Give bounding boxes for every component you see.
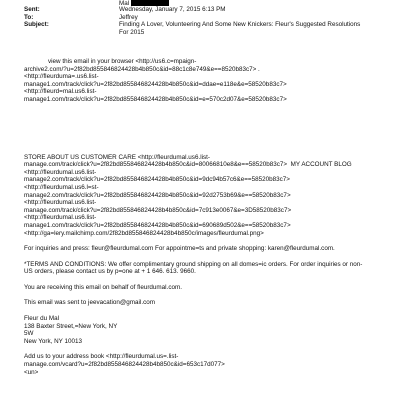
inquiries-text: For inquiries and press: fleur@fleurdumal.com For appointme=ts and private shopping: karen@fleurdumal.com. xyxy=(24,245,335,253)
email-header xyxy=(24,0,384,36)
sent-to-text: This email was sent to jeevacation@gmail.com xyxy=(24,299,155,307)
to-value: Jeffrey xyxy=(119,13,138,21)
store-line[interactable]: <http://ga=lery.mailchimp.com/2f82bd855846824428b4b850c/images/fleurdumal.png> xyxy=(24,229,264,237)
address-line: 5W xyxy=(24,330,34,338)
address-line: New York, NY 10013 xyxy=(24,337,82,345)
view-line[interactable]: archive2.com/?u=2f82bd855846824428b4b850c&id=88c1c8e749&e==8520b83c7> . xyxy=(24,65,260,73)
store-line[interactable]: STORE ABOUT US CUSTOMER CARE <http://fleurdumal.us6.list- xyxy=(24,153,210,161)
store-line[interactable]: manage2.com/track/click?u=2f82bd855846824428b4b850c&id=92d2753b69&e==58520b83c7> xyxy=(24,191,291,199)
to-row xyxy=(24,14,384,22)
address-book-line-1[interactable]: Add us to your address book <http://fleurdumal.us=.list- xyxy=(24,353,179,361)
store-line[interactable]: <http://fleurdumal.us6.list- xyxy=(24,199,97,207)
subject-row xyxy=(24,21,384,36)
store-line[interactable]: manage.com/track/click?u=2f82bd855846824428b4b850c&id=80066810e8&e==58520b83c7> MY ACCOUNT BLOG xyxy=(24,161,352,169)
terms-line-1: *TERMS AND CONDITIONS: We offer complimentary ground shipping on all domes=ic orders. For order inquiries or non- xyxy=(24,260,363,268)
cut-off-line: <un> xyxy=(24,368,39,376)
store-links-block xyxy=(24,154,386,238)
subject-line-2: For 2015 xyxy=(119,28,145,36)
behalf-text: You are receiving this email on behalf of fleurdumal.com. xyxy=(24,283,182,291)
address-book-line-2[interactable]: manage.com/vcard?u=2f82bd855846824428b4b850c&id=653c17d077> xyxy=(24,361,225,369)
view-line[interactable]: <http://fleurd=mal.us6.list- xyxy=(24,88,97,96)
to-label: To: xyxy=(24,13,34,21)
store-line[interactable]: <http://fleurdumal.us6.list- xyxy=(24,168,97,176)
store-line[interactable]: <http://fleurdumal.us6.l=st- xyxy=(24,183,99,191)
view-line[interactable]: view this email in your browser <http://us6.c=mpaign- xyxy=(48,58,197,65)
store-line[interactable]: manage1.com/track/click?u=2f82bd855846824428b4b850c&id=690689d502&e==58520b83c7> xyxy=(24,221,291,229)
subject-label: Subject: xyxy=(24,21,49,29)
email-body xyxy=(24,50,386,376)
sent-value: Wednesday, January 7, 2015 6:13 PM xyxy=(119,6,226,13)
subject-line-1: Finding A Lover, Volunteering And Some New Knickers: Fleur's Suggested Resolutions xyxy=(119,21,361,29)
view-line[interactable]: <http://fleurduma=.us6.list- xyxy=(24,73,99,81)
view-line[interactable]: manage1.com/track/click?u=2f82bd855846824428b4b850c&id=e=570c2d07&e=58520b83c7> xyxy=(24,95,287,103)
sent-label: Sent: xyxy=(24,6,40,13)
address-line: Fleur du Mal xyxy=(24,315,59,323)
store-line[interactable]: manage.com/track/click?u=2f82bd855846824428b4b850c&id=7c913e0067&e=3D58520b83c7> xyxy=(24,206,292,214)
from-name: Mal xyxy=(119,0,130,6)
store-line[interactable]: <http://fleurdumal.us6.list- xyxy=(24,214,97,222)
postal-address xyxy=(24,315,386,345)
view-line[interactable]: manage1.com/track/click?u=2f82bd855846824428b4b850c&id=ddae=e118e&e=58520b83c7> xyxy=(24,80,287,88)
sent-row xyxy=(24,6,384,14)
view-in-browser-block xyxy=(24,58,386,66)
terms-line-2: US orders, please contact us by p=one at + 1 646. 613. 9660. xyxy=(24,268,196,276)
store-line[interactable]: manage2.com/track/click?u=2f82bd855846824428b4b850c&id=9dc94b57c6&e==58520b83c7> xyxy=(24,176,290,184)
address-line: 138 Baxter Street,=New York, NY xyxy=(24,322,118,330)
